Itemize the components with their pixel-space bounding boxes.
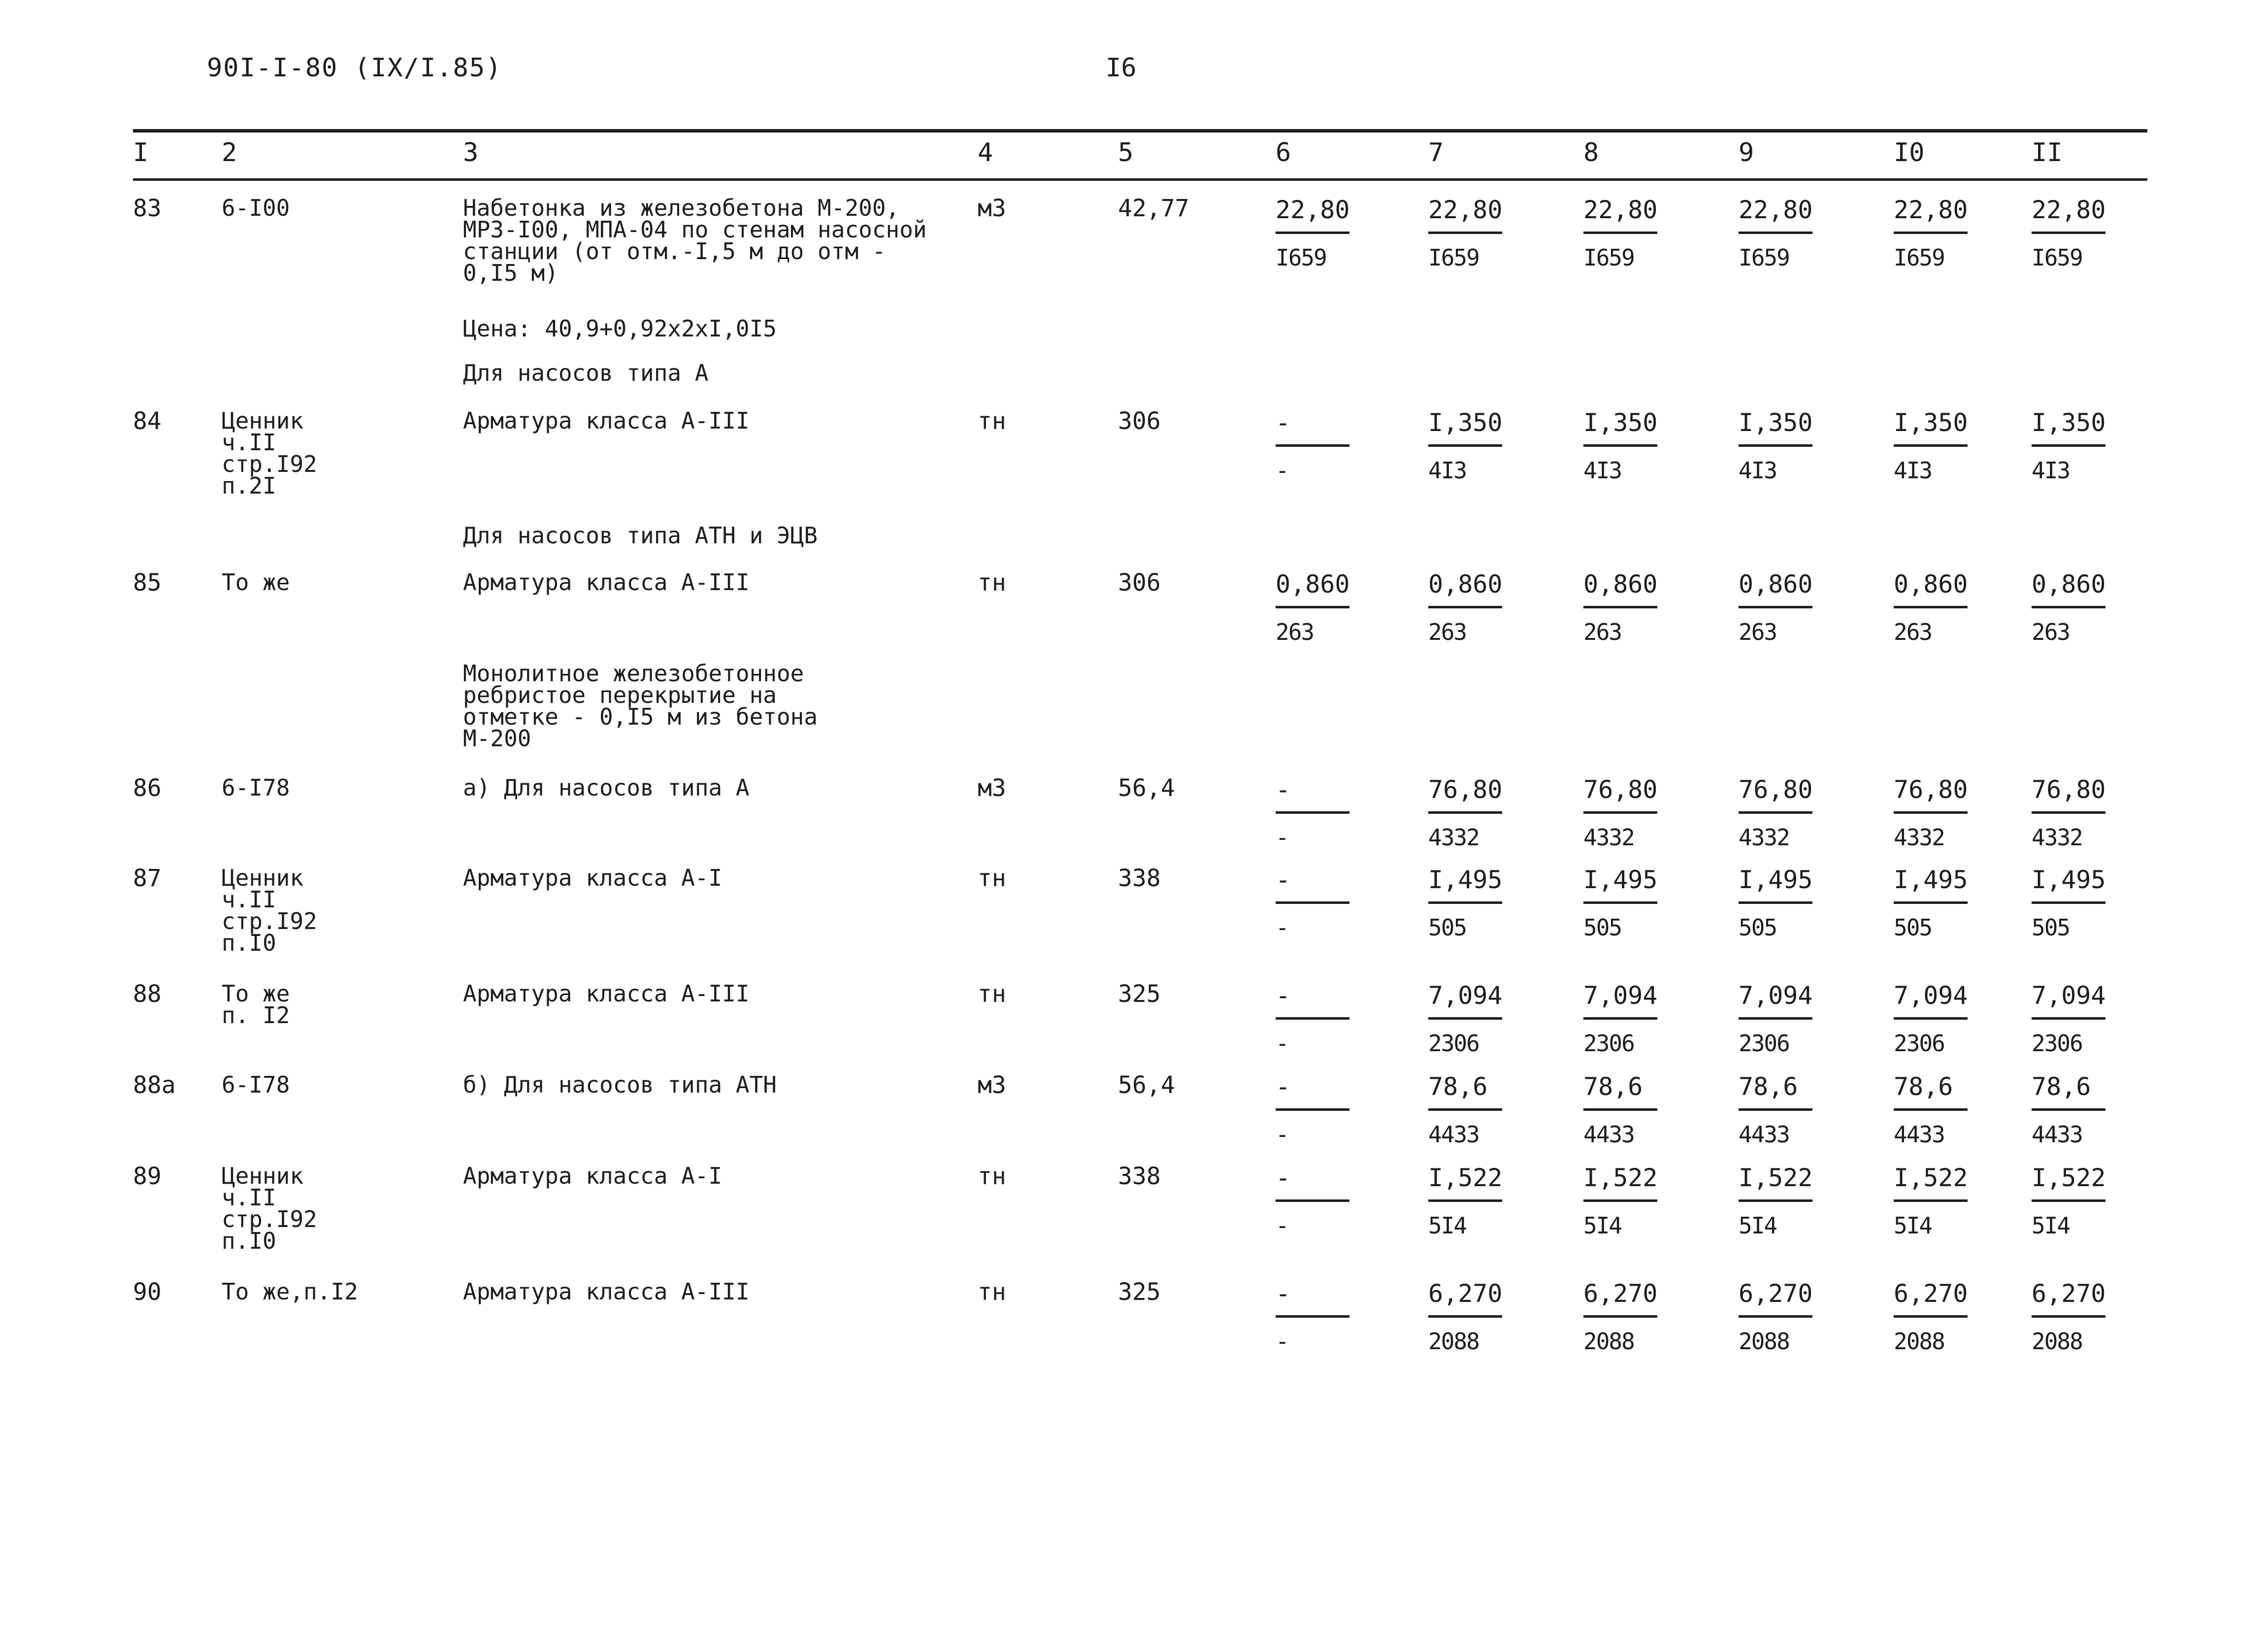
row-number: 85 (133, 569, 162, 597)
fraction-bar (2032, 1108, 2105, 1111)
value-quantity: - (1276, 1164, 1291, 1192)
section-note: Для насосов типа А (463, 360, 709, 386)
fraction-bar (1583, 811, 1657, 814)
row-description: Арматура класса А-I (463, 1163, 723, 1189)
value-cost: 4433 (1428, 1121, 1479, 1148)
table-header-rule (133, 178, 2147, 181)
value-fraction (1894, 197, 1972, 270)
fraction-bar (1276, 1199, 1349, 1202)
value-cost: 5I4 (1894, 1212, 1932, 1239)
value-cost: 263 (1428, 619, 1467, 645)
value-cost: 4332 (1428, 824, 1479, 851)
value-cost: 505 (1583, 914, 1622, 941)
fraction-bar (1894, 901, 1968, 904)
fraction-bar (1583, 606, 1657, 608)
value-cost: 505 (1428, 914, 1467, 941)
value-quantity: I,495 (1894, 865, 1968, 894)
row-price: 306 (1118, 407, 1161, 435)
value-quantity: 0,860 (1894, 570, 1968, 598)
fraction-bar (2032, 811, 2105, 814)
row-number: 84 (133, 407, 162, 435)
fraction-bar (2032, 1315, 2105, 1318)
value-quantity: 76,80 (1894, 775, 1968, 804)
value-fraction (1739, 867, 1817, 940)
value-cost: - (1276, 1328, 1288, 1355)
row-unit: м3 (978, 774, 1006, 802)
value-fraction (2032, 1074, 2110, 1147)
value-cost: I659 (2032, 244, 2082, 271)
value-cost: 2088 (2032, 1328, 2082, 1355)
value-cost: 505 (2032, 914, 2070, 941)
value-quantity: 7,094 (1739, 981, 1813, 1010)
value-quantity: I,522 (1583, 1164, 1658, 1192)
fraction-bar (1428, 232, 1502, 234)
row-number: 86 (133, 774, 162, 802)
value-quantity: 78,6 (1739, 1072, 1798, 1101)
value-fraction (1428, 197, 1507, 270)
fraction-bar (1276, 606, 1349, 608)
value-fraction (2032, 983, 2110, 1056)
value-cost: 263 (1739, 619, 1777, 645)
section-note: Для насосов типа АТН и ЭЦВ (463, 522, 818, 549)
value-quantity: 6,270 (1739, 1279, 1813, 1308)
row-code: Ценник ч.II стр.I92 п.2I (222, 407, 317, 499)
value-quantity: I,495 (1583, 865, 1658, 894)
row-description: Арматура класса А-III (463, 980, 750, 1007)
value-cost: 5I4 (2032, 1212, 2070, 1239)
fraction-bar (1739, 1199, 1812, 1202)
value-quantity: 22,80 (1428, 196, 1503, 224)
value-cost: 4332 (2032, 824, 2082, 851)
fraction-bar (1894, 232, 1968, 234)
value-cost: 2088 (1739, 1328, 1789, 1355)
value-cost: 4433 (1583, 1121, 1634, 1148)
value-fraction (1739, 571, 1817, 645)
fraction-bar (1739, 901, 1812, 904)
value-cost: 4I3 (1894, 457, 1932, 484)
row-code: То же п. I2 (222, 980, 290, 1029)
value-quantity: 7,094 (1583, 981, 1658, 1010)
row-description: Арматура класса А-III (463, 1278, 750, 1305)
value-quantity: I,522 (1428, 1164, 1503, 1192)
value-cost: I659 (1428, 244, 1479, 271)
value-fraction (1276, 983, 1354, 1056)
value-cost: I659 (1276, 244, 1326, 271)
value-quantity: I,522 (1894, 1164, 1968, 1192)
fraction-bar (1894, 1315, 1968, 1318)
value-fraction (1894, 1165, 1972, 1238)
value-fraction (1583, 410, 1662, 483)
row-description: Арматура класса А-III (463, 569, 750, 596)
row-unit: тн (978, 1278, 1006, 1306)
value-cost: I659 (1739, 244, 1789, 271)
value-fraction (1894, 1281, 1972, 1354)
value-fraction (1276, 867, 1354, 940)
value-fraction (1894, 410, 1972, 483)
row-unit: тн (978, 569, 1006, 597)
value-cost: 5I4 (1739, 1212, 1777, 1239)
value-cost: - (1276, 1212, 1288, 1239)
fraction-bar (1894, 811, 1968, 814)
row-number: 90 (133, 1278, 162, 1306)
value-fraction (1428, 1281, 1507, 1354)
row-price: 306 (1118, 569, 1161, 597)
column-header: II (2032, 138, 2063, 167)
value-quantity: 78,6 (1428, 1072, 1488, 1101)
value-quantity: - (1276, 408, 1291, 437)
fraction-bar (1739, 444, 1812, 447)
value-quantity: - (1276, 1072, 1291, 1101)
fraction-bar (1428, 901, 1502, 904)
value-cost: 2088 (1894, 1328, 1944, 1355)
value-fraction (1428, 777, 1507, 850)
fraction-bar (1583, 232, 1657, 234)
row-price: 56,4 (1118, 1071, 1175, 1099)
fraction-bar (2032, 606, 2105, 608)
value-cost: 505 (1894, 914, 1932, 941)
value-fraction (1428, 867, 1507, 940)
value-quantity: 22,80 (1894, 196, 1968, 224)
table-top-rule (133, 129, 2147, 133)
value-fraction (1583, 983, 1662, 1056)
value-quantity: 76,80 (1739, 775, 1813, 804)
value-fraction (1583, 1165, 1662, 1238)
value-cost: 4I3 (1739, 457, 1777, 484)
value-fraction (1276, 197, 1354, 270)
row-price: 325 (1118, 1278, 1161, 1306)
fraction-bar (1583, 444, 1657, 447)
value-quantity: - (1276, 1279, 1291, 1308)
column-header: 7 (1428, 138, 1444, 167)
value-fraction (1276, 1165, 1354, 1238)
fraction-bar (1428, 1199, 1502, 1202)
value-quantity: 22,80 (1583, 196, 1658, 224)
value-fraction (1583, 777, 1662, 850)
fraction-bar (1428, 1017, 1502, 1020)
value-quantity: 7,094 (1428, 981, 1503, 1010)
value-fraction (1428, 983, 1507, 1056)
value-fraction (1428, 571, 1507, 645)
value-fraction (1894, 571, 1972, 645)
value-quantity: I,522 (2032, 1164, 2106, 1192)
section-note: Цена: 40,9+0,92x2xI,0I5 (463, 315, 777, 342)
row-description: Набетонка из железобетона М-200, МРЗ-I00, МПА-04 по стенам насосной станции (от отм.-I,5 м до отм - 0,I5 м) (463, 195, 927, 286)
row-number: 83 (133, 195, 162, 222)
document-code: 90I-I-80 (IX/I.85) (207, 53, 502, 83)
fraction-bar (1739, 1017, 1812, 1020)
value-cost: 5I4 (1583, 1212, 1622, 1239)
value-quantity: 6,270 (2032, 1279, 2106, 1308)
value-cost: 2088 (1428, 1328, 1479, 1355)
section-note: Монолитное железобетонное ребристое перекрытие на отметке - 0,I5 м из бетона М-200 (463, 660, 818, 752)
value-cost: 263 (1894, 619, 1932, 645)
value-cost: - (1276, 457, 1288, 484)
value-fraction (2032, 197, 2110, 270)
value-quantity: 0,860 (2032, 570, 2106, 598)
row-number: 88 (133, 980, 162, 1008)
row-description: Арматура класса А-I (463, 864, 723, 891)
value-fraction (2032, 571, 2110, 645)
value-fraction (1276, 571, 1354, 645)
column-header: 5 (1118, 138, 1134, 167)
value-quantity: 22,80 (2032, 196, 2106, 224)
row-code: 6-I78 (222, 774, 290, 801)
value-fraction (1739, 1074, 1817, 1147)
fraction-bar (1583, 1017, 1657, 1020)
column-header: I0 (1894, 138, 1925, 167)
row-unit: тн (978, 407, 1006, 435)
value-fraction (1583, 1281, 1662, 1354)
fraction-bar (1428, 1315, 1502, 1318)
fraction-bar (1739, 232, 1812, 234)
value-cost: 4332 (1583, 824, 1634, 851)
fraction-bar (2032, 444, 2105, 447)
value-cost: 2306 (1428, 1030, 1479, 1057)
row-price: 325 (1118, 980, 1161, 1008)
value-quantity: I,350 (1428, 408, 1503, 437)
fraction-bar (1894, 1108, 1968, 1111)
value-quantity: I,350 (1739, 408, 1813, 437)
fraction-bar (2032, 1199, 2105, 1202)
fraction-bar (1276, 901, 1349, 904)
value-quantity: - (1276, 775, 1291, 804)
column-header: 8 (1583, 138, 1599, 167)
value-fraction (2032, 867, 2110, 940)
fraction-bar (2032, 1017, 2105, 1020)
value-quantity: I,350 (1894, 408, 1968, 437)
value-fraction (1583, 1074, 1662, 1147)
fraction-bar (1894, 606, 1968, 608)
value-fraction (1739, 983, 1817, 1056)
value-fraction (1739, 1165, 1817, 1238)
fraction-bar (2032, 901, 2105, 904)
row-description: а) Для насосов типа А (463, 774, 750, 801)
row-code: Ценник ч.II стр.I92 п.I0 (222, 864, 317, 956)
value-cost: I659 (1583, 244, 1634, 271)
column-header: 4 (978, 138, 993, 167)
column-header: I (133, 138, 149, 167)
value-quantity: 22,80 (1739, 196, 1813, 224)
value-quantity: 7,094 (2032, 981, 2106, 1010)
value-fraction (1739, 777, 1817, 850)
value-fraction (2032, 1165, 2110, 1238)
row-number: 88а (133, 1071, 176, 1099)
row-code: 6-I78 (222, 1071, 290, 1098)
value-cost: 4433 (1894, 1121, 1944, 1148)
value-quantity: - (1276, 981, 1291, 1010)
value-cost: 4I3 (1583, 457, 1622, 484)
fraction-bar (1276, 1315, 1349, 1318)
value-quantity: I,522 (1739, 1164, 1813, 1192)
row-price: 56,4 (1118, 774, 1175, 802)
fraction-bar (1276, 1108, 1349, 1111)
value-quantity: 7,094 (1894, 981, 1968, 1010)
row-code: То же (222, 569, 290, 596)
fraction-bar (1583, 1199, 1657, 1202)
value-quantity: 0,860 (1583, 570, 1658, 598)
value-cost: 2306 (1739, 1030, 1789, 1057)
row-unit: тн (978, 980, 1006, 1008)
value-fraction (1276, 410, 1354, 483)
row-description: Арматура класса А-III (463, 407, 750, 434)
value-quantity: 0,860 (1276, 570, 1350, 598)
value-quantity: 6,270 (1428, 1279, 1503, 1308)
row-price: 338 (1118, 864, 1161, 892)
value-cost: 263 (1583, 619, 1622, 645)
value-cost: 4433 (1739, 1121, 1789, 1148)
value-quantity: 0,860 (1739, 570, 1813, 598)
value-quantity: 76,80 (1583, 775, 1658, 804)
fraction-bar (1894, 1017, 1968, 1020)
value-cost: I659 (1894, 244, 1944, 271)
value-quantity: 78,6 (1894, 1072, 1953, 1101)
fraction-bar (1583, 1315, 1657, 1318)
value-cost: 4332 (1894, 824, 1944, 851)
value-cost: 263 (1276, 619, 1314, 645)
value-cost: 2306 (1583, 1030, 1634, 1057)
fraction-bar (1739, 811, 1812, 814)
row-code: То же,п.I2 (222, 1278, 358, 1305)
row-unit: м3 (978, 195, 1006, 222)
value-fraction (2032, 410, 2110, 483)
value-fraction (1428, 1074, 1507, 1147)
value-fraction (1428, 1165, 1507, 1238)
row-number: 87 (133, 864, 162, 892)
column-header: 6 (1276, 138, 1291, 167)
fraction-bar (1739, 606, 1812, 608)
value-fraction (1428, 410, 1507, 483)
fraction-bar (1428, 811, 1502, 814)
row-price: 338 (1118, 1163, 1161, 1190)
value-fraction (1894, 1074, 1972, 1147)
value-fraction (1739, 410, 1817, 483)
fraction-bar (1739, 1108, 1812, 1111)
value-cost: 2306 (2032, 1030, 2082, 1057)
value-cost: - (1276, 914, 1288, 941)
fraction-bar (1583, 901, 1657, 904)
row-unit: тн (978, 1163, 1006, 1190)
column-header: 9 (1739, 138, 1754, 167)
value-fraction (1894, 867, 1972, 940)
value-quantity: - (1276, 865, 1291, 894)
value-quantity: I,495 (1739, 865, 1813, 894)
value-cost: 4I3 (2032, 457, 2070, 484)
value-quantity: 76,80 (1428, 775, 1503, 804)
fraction-bar (1276, 444, 1349, 447)
fraction-bar (1894, 1199, 1968, 1202)
column-header: 2 (222, 138, 237, 167)
row-number: 89 (133, 1163, 162, 1190)
fraction-bar (1276, 811, 1349, 814)
value-quantity: 6,270 (1583, 1279, 1658, 1308)
row-unit: м3 (978, 1071, 1006, 1099)
row-unit: тн (978, 864, 1006, 892)
value-cost: 4332 (1739, 824, 1789, 851)
value-quantity: 6,270 (1894, 1279, 1968, 1308)
value-fraction (1894, 983, 1972, 1056)
value-fraction (1583, 571, 1662, 645)
value-quantity: 76,80 (2032, 775, 2106, 804)
value-quantity: I,495 (2032, 865, 2106, 894)
value-fraction (1276, 1281, 1354, 1354)
fraction-bar (1428, 444, 1502, 447)
value-cost: 2088 (1583, 1328, 1634, 1355)
value-quantity: I,350 (2032, 408, 2106, 437)
value-quantity: 78,6 (1583, 1072, 1643, 1101)
value-fraction (1583, 197, 1662, 270)
value-quantity: 0,860 (1428, 570, 1503, 598)
value-fraction (1739, 1281, 1817, 1354)
fraction-bar (2032, 232, 2105, 234)
fraction-bar (1428, 606, 1502, 608)
page-number: I6 (1106, 53, 1137, 83)
value-cost: 4I3 (1428, 457, 1467, 484)
value-fraction (2032, 777, 2110, 850)
column-header: 3 (463, 138, 479, 167)
value-fraction (2032, 1281, 2110, 1354)
value-fraction (1583, 867, 1662, 940)
row-description: б) Для насосов типа АТН (463, 1071, 777, 1098)
value-quantity: I,495 (1428, 865, 1503, 894)
value-cost: 505 (1739, 914, 1777, 941)
value-cost: 4433 (2032, 1121, 2082, 1148)
row-code: Ценник ч.II стр.I92 п.I0 (222, 1163, 317, 1254)
value-quantity: 22,80 (1276, 196, 1350, 224)
value-cost: 263 (2032, 619, 2070, 645)
fraction-bar (1583, 1108, 1657, 1111)
value-fraction (1276, 1074, 1354, 1147)
fraction-bar (1276, 1017, 1349, 1020)
value-cost: 5I4 (1428, 1212, 1467, 1239)
fraction-bar (1276, 232, 1349, 234)
value-cost: - (1276, 1030, 1288, 1057)
value-fraction (1276, 777, 1354, 850)
value-fraction (1739, 197, 1817, 270)
value-fraction (1894, 777, 1972, 850)
fraction-bar (1894, 444, 1968, 447)
value-quantity: 78,6 (2032, 1072, 2091, 1101)
value-cost: 2306 (1894, 1030, 1944, 1057)
value-cost: - (1276, 1121, 1288, 1148)
fraction-bar (1428, 1108, 1502, 1111)
fraction-bar (1739, 1315, 1812, 1318)
value-quantity: I,350 (1583, 408, 1658, 437)
value-cost: - (1276, 824, 1288, 851)
row-price: 42,77 (1118, 195, 1189, 222)
row-code: 6-I00 (222, 195, 290, 221)
